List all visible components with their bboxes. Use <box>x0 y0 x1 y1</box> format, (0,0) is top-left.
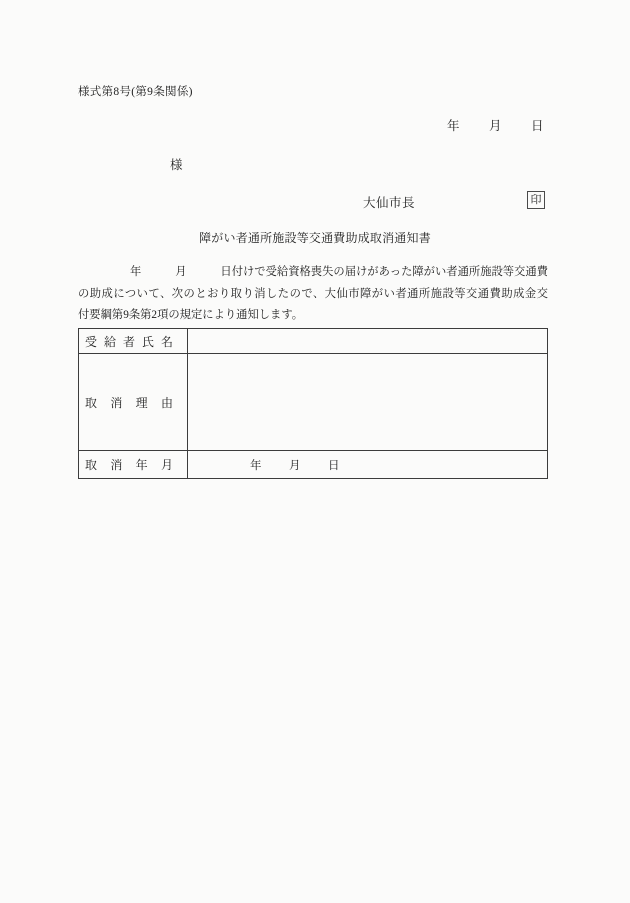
cancellation-date-value-cell: 年 月 日 <box>250 459 341 472</box>
body-line-2: の助成について、次のとおり取り消したので、大仙市障がい者通所施設等交通費助成金交 <box>78 287 548 300</box>
notice-table <box>78 328 548 479</box>
cancellation-reason-label-cell <box>79 354 188 450</box>
table-row-recipient-name <box>79 329 547 353</box>
body-paragraph <box>78 262 548 327</box>
cancellation-reason-label: 取 消 理 由 <box>85 395 173 410</box>
body-line-3: 付要綱第9条第2項の規定により通知します。 <box>78 309 304 321</box>
addressee-suffix: 様 <box>170 158 183 172</box>
cancellation-date-label-cell <box>79 451 188 478</box>
recipient-name-value-cell <box>188 329 547 353</box>
cancellation-reason-value-cell <box>188 354 547 450</box>
recipient-name-label: 受 給 者 氏 名 <box>85 334 173 349</box>
seal-mark: 印 <box>527 191 545 209</box>
issue-date-line: 年 月 日 <box>447 119 546 133</box>
table-row-cancellation-date <box>79 450 547 478</box>
cancellation-date-label: 取 消 年 月 <box>85 458 173 472</box>
recipient-name-label-cell <box>79 329 188 353</box>
issuer-title: 大仙市長 <box>363 196 416 210</box>
form-number: 様式第8号(第9条関係) <box>78 86 193 98</box>
document-title: 障がい者通所施設等交通費助成取消通知書 <box>199 231 431 245</box>
table-row-cancellation-reason <box>79 353 547 450</box>
body-line-1: 年 月 日付けで受給資格喪失の届けがあった障がい者通所施設等交通費 <box>130 266 548 278</box>
